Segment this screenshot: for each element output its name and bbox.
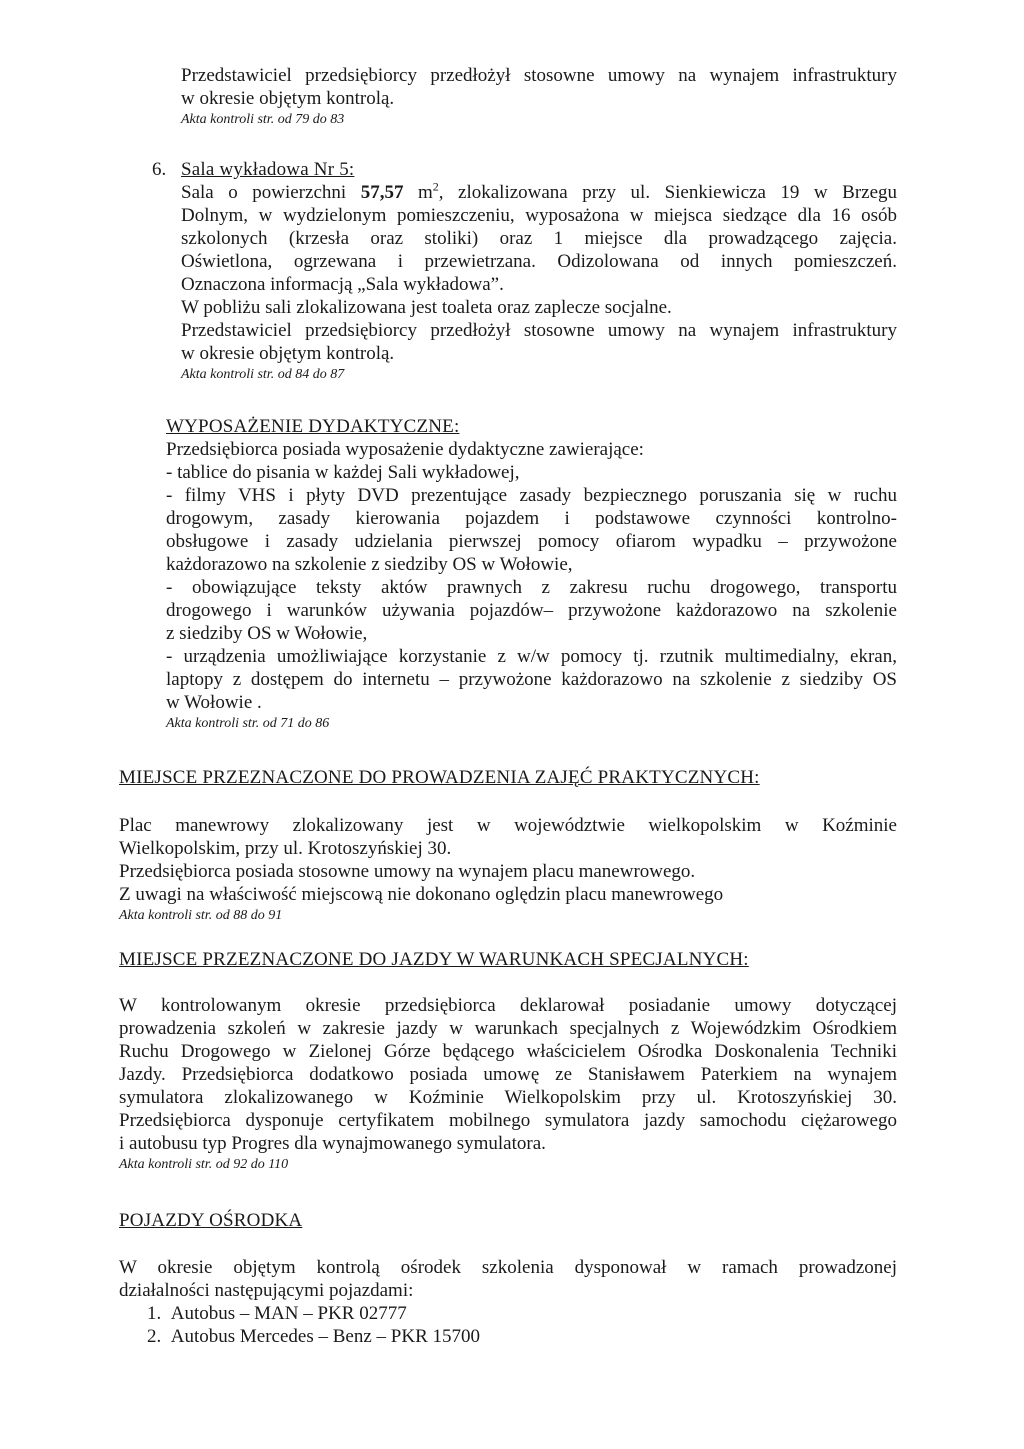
akta-reference: Akta kontroli str. od 88 do 91: [119, 908, 283, 923]
text-line: z siedziby OS w Wołowie,: [166, 623, 368, 644]
text-line: Z uwagi na właściwość miejscową nie dokonano oględzin placu manewrowego: [119, 884, 724, 905]
section-heading: POJAZDY OŚRODKA: [119, 1210, 303, 1231]
area-unit: m: [403, 182, 433, 203]
practical-classes-section: [119, 814, 897, 926]
text-line: Przedsiębiorca dysponuje certyfikatem mobilnego symulatora jazdy samochodu ciężarowego: [119, 1110, 897, 1131]
text-line: - obowiązujące teksty aktów prawnych z zakresu ruchu drogowego, transportu: [166, 577, 897, 598]
text-line: i autobusu typ Progres dla wynajmowanego symulatora.: [119, 1133, 546, 1154]
infrastructure-paragraph: [181, 64, 897, 130]
practical-classes-heading-block: [119, 766, 897, 789]
teaching-equipment-section: [166, 415, 897, 734]
text-line: obsługowe i zasady udzielania pierwszej pomocy ofiarom wypadku – przywożone: [166, 531, 897, 552]
text-line: Wielkopolskim, przy ul. Krotoszyńskiej 30.: [119, 838, 452, 859]
text-line: drogowego i warunków używania pojazdów– przywożone każdorazowo na szkolenie: [166, 600, 897, 621]
text-line: Przedsiębiorca posiada stosowne umowy na wynajem placu manewrowego.: [119, 861, 696, 882]
list-item: [147, 1302, 747, 1325]
text-line: Plac manewrowy zlokalizowany jest w województwie wielkopolskim w Koźminie: [119, 815, 897, 836]
text-line: Ruchu Drogowego w Zielonej Górze będącego właścicielem Ośrodka Doskonalenia Techniki: [119, 1041, 897, 1062]
section-heading: MIEJSCE PRZEZNACZONE DO PROWADZENIA ZAJĘĆ PRAKTYCZNYCH:: [119, 767, 760, 788]
section-heading: MIEJSCE PRZEZNACZONE DO JAZDY W WARUNKACH SPECJALNYCH:: [119, 949, 749, 970]
akta-reference: Akta kontroli str. od 79 do 83: [181, 112, 345, 127]
text-line: W kontrolowanym okresie przedsiębiorca deklarował posiadanie umowy dotyczącej: [119, 995, 897, 1016]
list-item: [147, 1325, 747, 1348]
text-line: - tablice do pisania w każdej Sali wykładowej,: [166, 462, 520, 483]
text-line: W pobliżu sali zlokalizowana jest toaleta oraz zaplecze socjalne.: [181, 297, 672, 318]
vehicle-name: Autobus Mercedes – Benz – PKR 15700: [170, 1326, 480, 1347]
text-fragment: Sala o powierzchni: [181, 182, 361, 203]
text-line: Przedstawiciel przedsiębiorcy przedłożył stosowne umowy na wynajem infrastruktury: [181, 320, 897, 341]
text-line: laptopy z dostępem do internetu – przywożone każdorazowo na szkolenie z siedziby OS: [166, 669, 897, 690]
text-line: Oświetlona, ogrzewana i przewietrzana. Odizolowana od innych pomieszczeń.: [181, 251, 897, 272]
area-value: 57,57: [360, 182, 404, 203]
vehicles-heading-block: [119, 1209, 897, 1232]
vehicle-list: [147, 1302, 747, 1348]
special-conditions-heading-block: [119, 948, 897, 971]
akta-reference: Akta kontroli str. od 92 do 110: [119, 1157, 289, 1172]
text-line: działalności następującymi pojazdami:: [119, 1280, 414, 1301]
text-line: prowadzenia szkoleń w zakresie jazdy w warunkach specjalnych z Wojewódzkim Ośrodkiem: [119, 1018, 897, 1039]
vehicle-name: Autobus – MAN – PKR 02777: [170, 1303, 407, 1324]
akta-reference: Akta kontroli str. od 84 do 87: [181, 367, 345, 382]
vehicles-section: [119, 1256, 897, 1302]
text-line: drogowym, zasady kierowania pojazdem i podstawowe czynności kontrolno-: [166, 508, 897, 529]
text-line: W okresie objętym kontrolą ośrodek szkolenia dysponował w ramach prowadzonej: [119, 1257, 897, 1278]
list-number: 2.: [147, 1326, 162, 1347]
special-conditions-section: [119, 994, 897, 1175]
text-line: Przedsiębiorca posiada wyposażenie dydaktyczne zawierające:: [166, 439, 644, 460]
akta-reference: Akta kontroli str. od 71 do 86: [166, 716, 330, 731]
section-number: 6.: [152, 159, 167, 180]
text-line: symulatora zlokalizowanego w Koźminie Wielkopolskim przy ul. Krotoszyńskiej 30.: [119, 1087, 897, 1108]
section-heading: WYPOSAŻENIE DYDAKTYCZNE:: [166, 416, 460, 437]
list-number: 1.: [147, 1303, 162, 1324]
text-line: - urządzenia umożliwiające korzystanie z w/w pomocy tj. rzutnik multimedialny, ekran,: [166, 646, 897, 667]
text-line: szkolonych (krzesła oraz stoliki) oraz 1 miejsce dla prowadzącego zajęcia.: [181, 228, 897, 249]
text-line: - filmy VHS i płyty DVD prezentujące zasady bezpiecznego poruszania się w ruchu: [166, 485, 897, 506]
text-line: [181, 181, 897, 204]
text-line: Jazdy. Przedsiębiorca dodatkowo posiada umowę ze Stanisławem Paterkiem na wynajem: [119, 1064, 897, 1085]
text-line: w Wołowie .: [166, 692, 262, 713]
text-line: Oznaczona informacją „Sala wykładowa”.: [181, 274, 504, 295]
text-line: Dolnym, w wydzielonym pomieszczeniu, wyposażona w miejsca siedzące dla 16 osób: [181, 205, 897, 226]
section-title: Sala wykładowa Nr 5:: [181, 159, 355, 180]
lecture-hall-section: [181, 158, 897, 385]
text-line: w okresie objętym kontrolą.: [181, 343, 395, 364]
text-fragment: , zlokalizowana przy ul. Sienkiewicza 19 w Brzegu: [438, 182, 898, 203]
text-line: w okresie objętym kontrolą.: [181, 88, 395, 109]
text-line: Przedstawiciel przedsiębiorcy przedłożył stosowne umowy na wynajem infrastruktury: [181, 65, 897, 86]
unit-superscript: 2: [432, 179, 439, 194]
text-line: każdorazowo na szkolenie z siedziby OS w Wołowie,: [166, 554, 573, 575]
